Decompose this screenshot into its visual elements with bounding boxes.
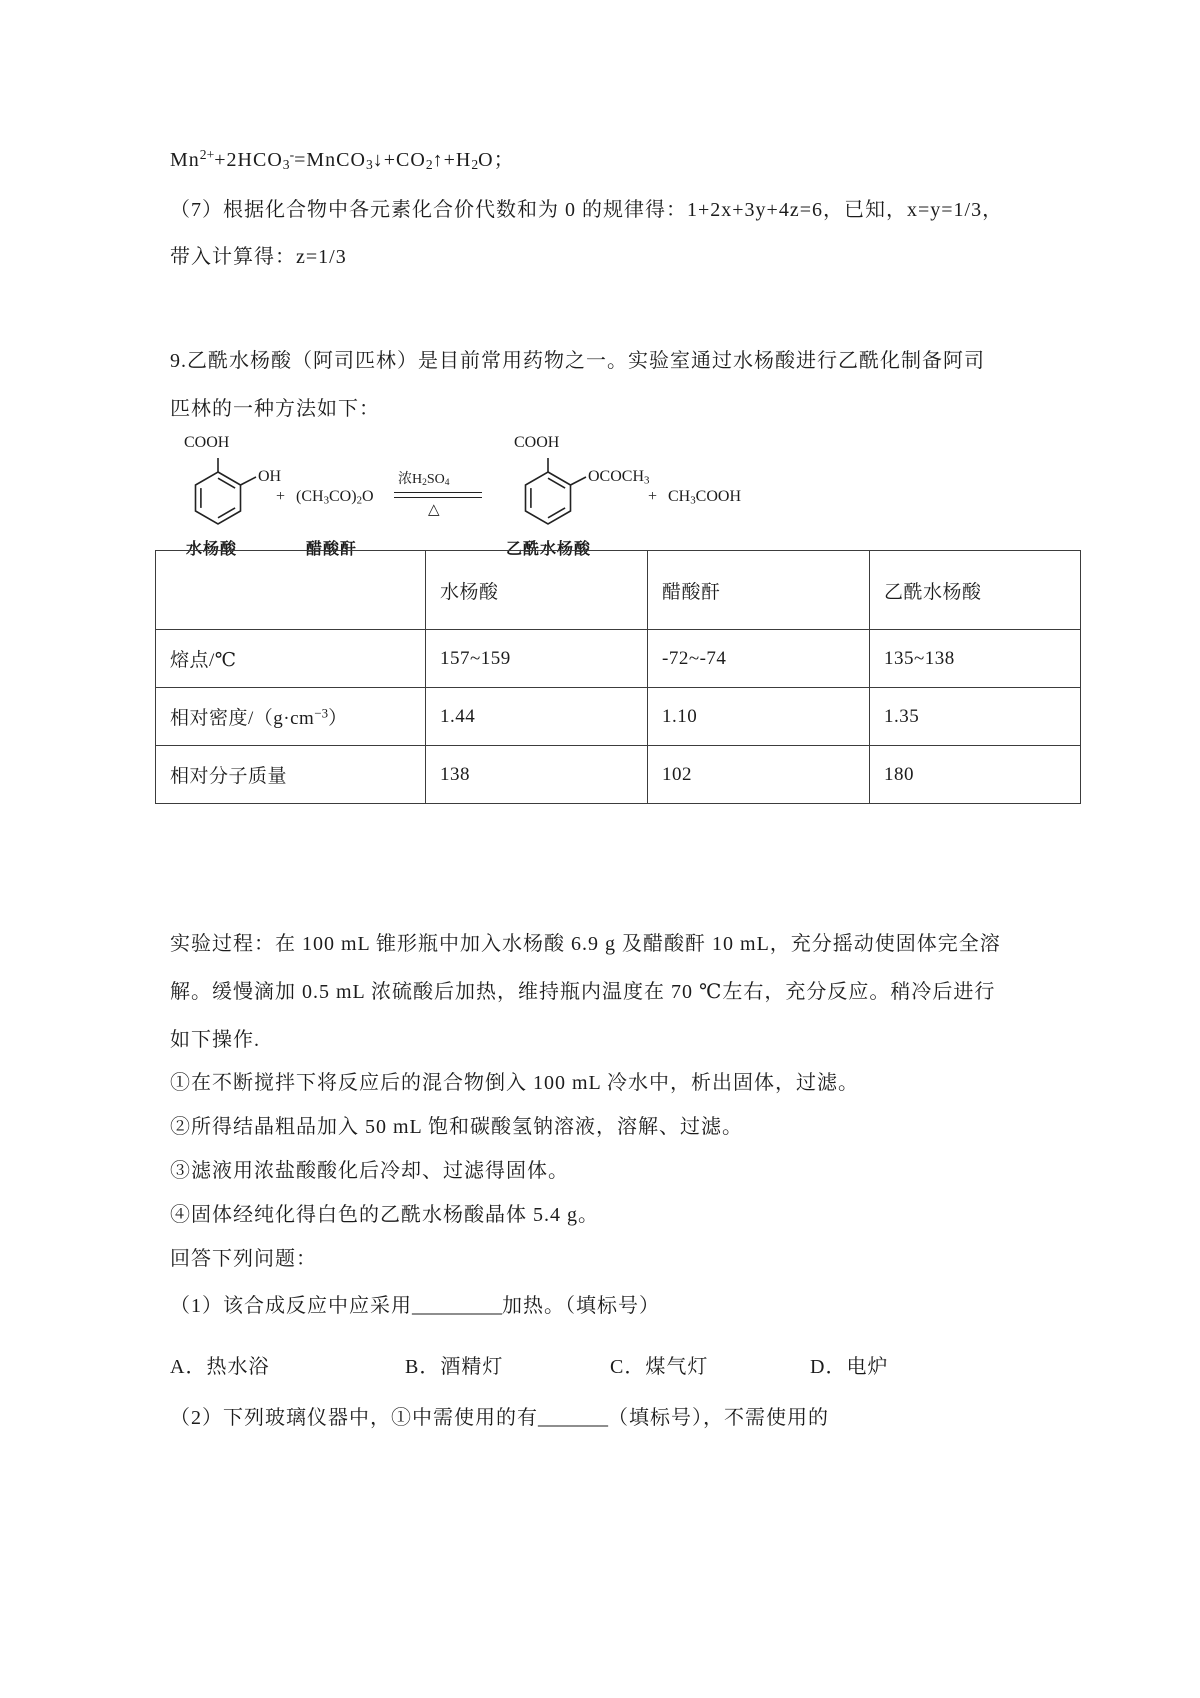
sub-question-1 [170, 1292, 660, 1320]
q1-text-post: 加热。（填标号） [502, 1295, 660, 1317]
row-label-molar-mass: 相对分子质量 [156, 746, 426, 804]
option-b: B．酒精灯 [405, 1356, 504, 1378]
row-label-density: 相对密度$/(g\cdot cm^{-3})$ [156, 688, 426, 746]
aspirin-name: 乙酰水杨酸 [506, 541, 592, 558]
cell-mp-anhydride: -72~-74 [648, 630, 870, 688]
question9-stem-line-2: 匹林的一种方法如下： [170, 398, 380, 420]
salicylic-acid-name: 水杨酸 [186, 541, 238, 558]
cell-mass-aspirin: 180 [870, 746, 1081, 804]
cell-density-anhydride: 1.10 [648, 688, 870, 746]
salicylic-oh-label: OH [258, 468, 282, 485]
option-c: C．煤气灯 [610, 1356, 709, 1378]
reaction-arrow [394, 492, 482, 498]
salicylic-cooh-label: COOH [184, 434, 230, 451]
operation-step-1: ①在不断搅拌下将反应后的混合物倒入 100 mL 冷水中，析出固体，过滤。 [170, 1072, 860, 1094]
aspirin-ococh3-label: $OCOCH_3$ [588, 468, 650, 487]
table-row-melting-point [156, 630, 1081, 688]
answer-intro: 回答下列问题： [170, 1248, 317, 1270]
question7-line-2: 带入计算得：z=1/3 [170, 246, 347, 268]
acetic-anhydride-name: 醋酸酐 [306, 541, 358, 558]
acetic-anhydride-formula: $(CH_3CO)_2O$ [296, 488, 374, 507]
plus-sign-1: + [276, 488, 286, 505]
header-aspirin: 乙酰水杨酸 [870, 551, 1081, 630]
option-a: A．热水浴 [170, 1356, 270, 1378]
header-salicylic: 水杨酸 [426, 551, 648, 630]
acetic-acid-formula: $CH_3COOH$ [668, 488, 742, 507]
procedure-line-3: 如下操作. [170, 1029, 260, 1051]
question9-stem-line-1: 9.乙酰水杨酸（阿司匹林）是目前常用药物之一。实验室通过水杨酸进行乙酰化制备阿司 [170, 350, 985, 372]
cell-mp-aspirin: 135~138 [870, 630, 1081, 688]
ionic-equation-line: $Mn^{2+}+2HCO_3^-=MnCO_3↓+CO_2↑+H_2O$； [170, 147, 515, 172]
question7-line-1: （7）根据化合物中各元素化合价代数和为 0 的规律得：1+2x+3y+4z=6，已知，x=y=1/3， [170, 199, 1004, 221]
cell-density-aspirin: 1.35 [870, 688, 1081, 746]
q2-text-pre: （2）下列玻璃仪器中，①中需使用的有 [170, 1407, 538, 1429]
q2-text-post: （填标号），不需使用的 [608, 1407, 829, 1429]
table-header-row [156, 551, 1081, 630]
table-row-density [156, 688, 1081, 746]
q2-answer-blank: _______ [538, 1407, 608, 1429]
operation-step-4: ④固体经纯化得白色的乙酰水杨酸晶体 5.4 g。 [170, 1204, 599, 1226]
q1-options-row [170, 1350, 1050, 1380]
cell-mass-salicylic: 138 [426, 746, 648, 804]
procedure-line-2: 解。缓慢滴加 0.5 mL 浓硫酸后加热，维持瓶内温度在 70 ℃左右，充分反应。稍冷后进行 [170, 981, 996, 1003]
condition-sulfuric-acid: 浓$H_2SO_4$ [398, 472, 450, 489]
cell-density-salicylic: 1.44 [426, 688, 648, 746]
aspirin-cooh-label: COOH [514, 434, 560, 451]
table-row-molar-mass [156, 746, 1081, 804]
operation-step-2: ②所得结晶粗品加入 50 mL 饱和碳酸氢钠溶液，溶解、过滤。 [170, 1116, 744, 1138]
cell-mass-anhydride: 102 [648, 746, 870, 804]
q1-answer-blank: _________ [412, 1295, 502, 1317]
header-empty [156, 551, 426, 630]
option-d: D．电炉 [810, 1356, 889, 1378]
q1-text-pre: （1）该合成反应中应采用 [170, 1295, 412, 1317]
plus-sign-2: + [648, 488, 658, 505]
condition-heat-delta: △ [428, 502, 440, 518]
operation-step-3: ③滤液用浓盐酸酸化后冷却、过滤得固体。 [170, 1160, 569, 1182]
header-anhydride: 醋酸酐 [648, 551, 870, 630]
sub-question-2 [170, 1404, 829, 1432]
reaction-scheme [170, 428, 1010, 570]
properties-table [155, 550, 1081, 804]
cell-mp-salicylic: 157~159 [426, 630, 648, 688]
procedure-line-1: 实验过程：在 100 mL 锥形瓶中加入水杨酸 6.9 g 及醋酸酐 10 mL，充分摇动使固体完全溶 [170, 933, 1001, 955]
row-label-melting-point: 熔点/℃ [156, 630, 426, 688]
